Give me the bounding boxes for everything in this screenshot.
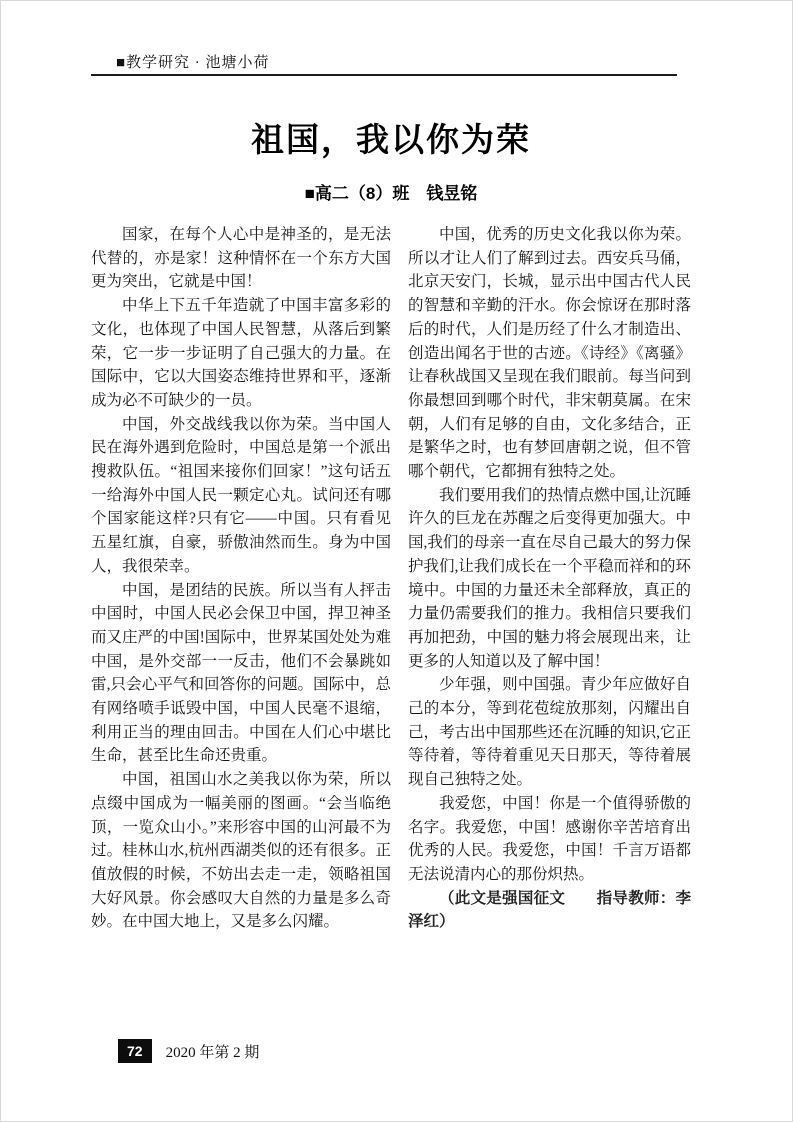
paragraph: 我爱您，中国！你是一个值得骄傲的名字。我爱您，中国！感谢你辛苦培育出优秀的人民。我爱您，中国！千言万语都无法说清内心的那份炽热。: [408, 794, 691, 883]
paragraph: 国家，在每个人心中是神圣的，是无法代替的，亦是家！这种情怀在一个东方大国更为突出，它就是中国！: [91, 226, 391, 291]
paragraph: 中国，祖国山水之美我以你为荣，所以点缀中国成为一幅美丽的图画。“会当临绝顶，一览众山小。”来形容中国的山河最不为过。桂林山水,杭州西湖类似的还有很多。正值放假的时候，不妨出去走一走，领略祖国大好风景。你会感叹大自然的力量是多么奇妙。在中国大地上，又是多么闪耀。: [91, 771, 391, 931]
left-column: [91, 223, 391, 934]
paragraph: 中国，外交战线我以你为荣。当中国人民在海外遇到危险时，中国总是第一个派出搜救队伍。“祖国来接你们回家！”这句话五一给海外中国人民一颗定心丸。试问还有哪个国家能这样?只有它——中国。只有看见五星红旗，自豪，骄傲油然而生。身为中国人，我很荣幸。: [91, 415, 391, 575]
paragraph: 中国，优秀的历史文化我以你为荣。所以才让人们了解到过去。西安兵马俑，北京天安门，长城，显示出中国古代人民的智慧和辛勤的汗水。你会惊讶在那时落后的时代，人们是历经了什么才制造出、创造出闻名于世的古迹。《诗经》《离骚》让春秋战国又呈现在我们眼前。每当问到你最想回到哪个时代，非宋朝莫属。在宋朝，人们有足够的自由，文化多结合，正是繁华之时，也有梦回唐朝之说，但不管哪个朝代，它都拥有独特之处。: [408, 226, 691, 481]
paragraph: 中国，是团结的民族。所以当有人抨击中国时，中国人民必会保卫中国，捍卫神圣而又庄严的中国!国际中，世界某国处处为难中国，是外交部一一反击，他们不会暴跳如雷,只会心平气和回答你的问题。国际中，总有网络喷手诋毁中国，中国人民毫不退缩，利用正当的理由回击。中国在人们心中堪比生命，甚至比生命还贵重。: [91, 581, 391, 765]
article-title: 祖国，我以你为荣: [251, 123, 531, 159]
section-header-label: ■教学研究 · 池塘小荷: [116, 55, 270, 71]
issue-label: 2020 年第 2 期: [165, 1044, 260, 1061]
article-byline: ■高二（8）班 钱昱铭: [304, 184, 478, 203]
editor-note: （此文是强国征文 指导教师：李泽红）: [408, 889, 691, 931]
article-body: [91, 223, 691, 934]
paragraph: 中华上下五千年造就了中国丰富多彩的文化，也体现了中国人民智慧，从落后到繁荣，它一步一步证明了自己强大的力量。在国际中，它以大国姿态维持世界和平，逐渐成为必不可缺少的一员。: [91, 297, 391, 409]
header-rule: [91, 74, 677, 76]
paragraph: 我们要用我们的热情点燃中国,让沉睡许久的巨龙在苏醒之后变得更加强大。中国,我们的母亲一直在尽自己最大的努力保护我们,让我们成长在一个平稳而祥和的环境中。中国的力量还未全部释放，真正的力量仍需要我们的推力。我相信只要我们再加把劲，中国的魅力将会展现出来，让更多的人知道以及了解中国！: [408, 486, 691, 670]
page-footer: [118, 1039, 259, 1063]
right-column: [408, 223, 691, 934]
paragraph: 少年强，则中国强。青少年应做好自己的本分，等到花苞绽放那刻，闪耀出自己，考古出中国那些还在沉睡的知识,它正等待着，等待着重见天日那天，等待着展现自己独特之处。: [408, 676, 691, 789]
page-number-badge: 72: [118, 1039, 152, 1063]
